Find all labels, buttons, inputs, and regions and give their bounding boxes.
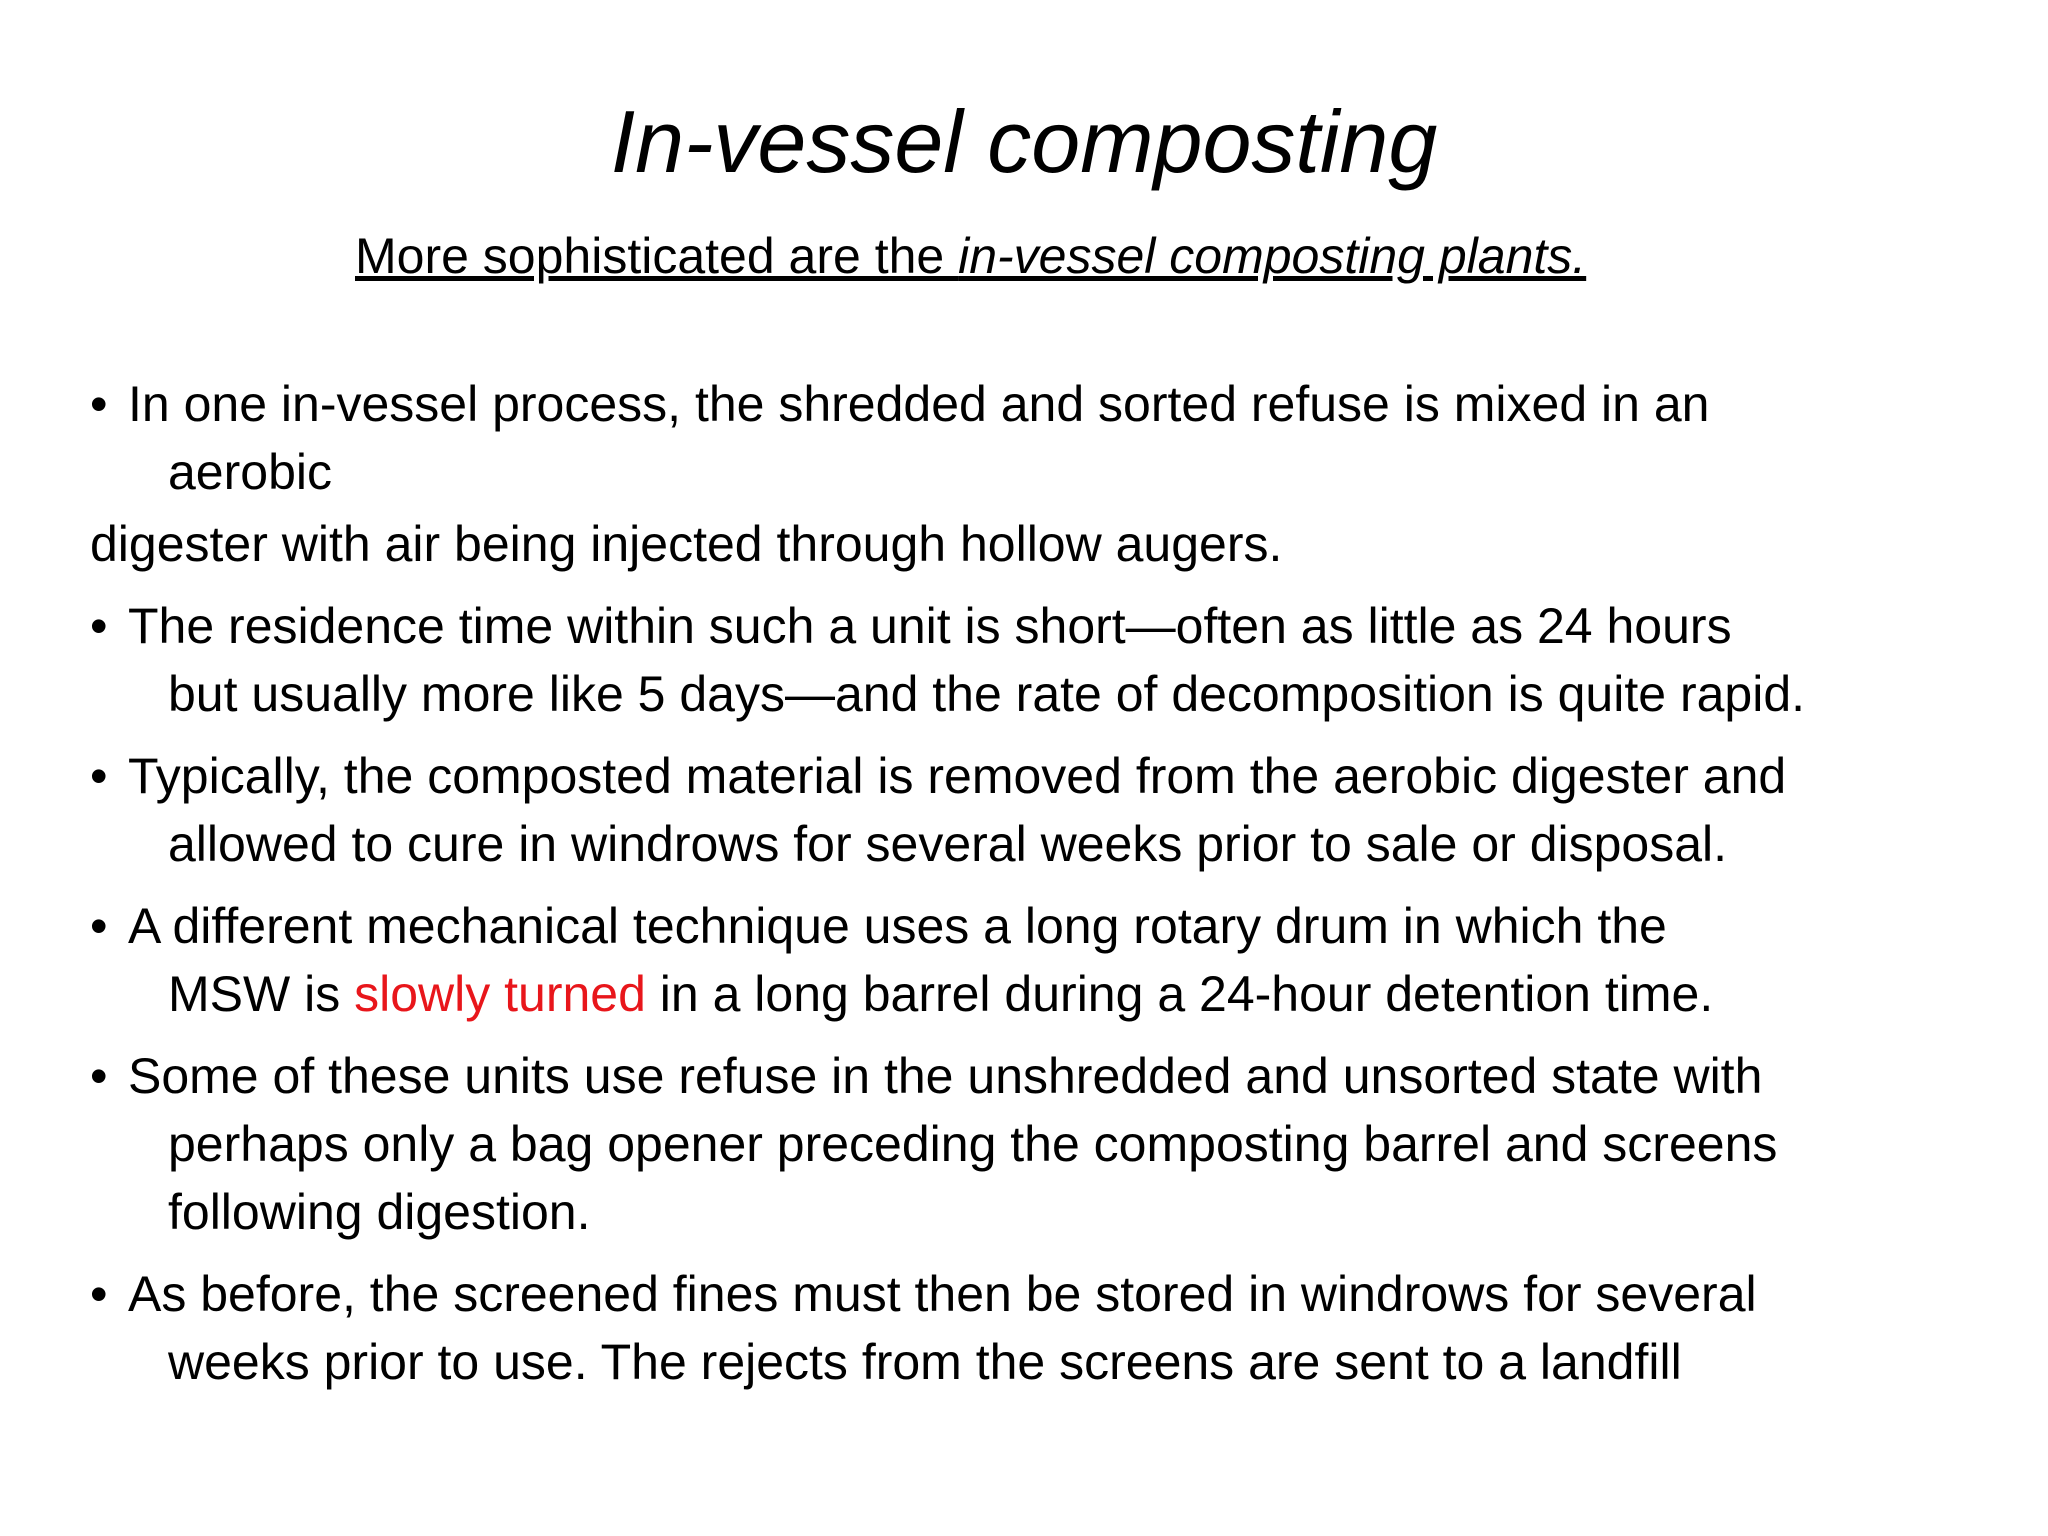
bullet-marker: • [90,376,108,432]
bullet-1-line-2: aerobic [168,444,332,500]
subtitle-italic-text: in-vessel composting plants. [958,228,1587,284]
bullet-2-line-1: The residence time within such a unit is short—often as little as 24 hours [128,598,1732,654]
bullet-4-line-1: A different mechanical technique uses a long rotary drum in which the [128,898,1667,954]
bullet-item-1 [90,370,2010,506]
bullet-3-line-2: allowed to cure in windrows for several weeks prior to sale or disposal. [168,816,1728,872]
highlighted-phrase: slowly turned [354,966,646,1022]
bullet-5-line-2: perhaps only a bag opener preceding the composting barrel and screens [168,1116,1778,1172]
bullet-2-line-2: but usually more like 5 days—and the rate of decomposition is quite rapid. [168,666,1806,722]
bullet-6-line-2: weeks prior to use. The rejects from the screens are sent to a landfill [168,1334,1682,1390]
bullet-item-6 [90,1260,2010,1396]
bullet-5-line-1: Some of these units use refuse in the unshredded and unsorted state with [128,1048,1763,1104]
bullet-4-line-2-start: MSW is [168,966,355,1022]
bullet-4-line-2 [168,960,2010,1028]
bullet-4-line-2-end: in a long barrel during a 24-hour detention time. [645,966,1714,1022]
bullet-1-line-1: In one in-vessel process, the shredded and sorted refuse is mixed in an [128,376,1710,432]
bullet-5-line-3: following digestion. [168,1184,591,1240]
bullet-item-5 [90,1042,2010,1246]
subtitle-text: More sophisticated are the [355,228,959,284]
bullet-item-4 [90,892,2010,1028]
bullet-marker: • [90,898,108,954]
bullet-marker: • [90,598,108,654]
bullet-item-2 [90,592,2010,728]
slide-subtitle [355,226,1586,286]
bullet-item-3 [90,742,2010,878]
bullet-marker: • [90,1048,108,1104]
bullet-marker: • [90,1266,108,1322]
slide-body [90,370,2010,1410]
continuation-line: digester with air being injected through hollow augers. [90,516,1283,572]
bullet-marker: • [90,748,108,804]
slide-title: In-vessel composting [610,92,1438,191]
bullet-6-line-1: As before, the screened fines must then be stored in windrows for several [128,1266,1757,1322]
bullet-3-line-1: Typically, the composted material is removed from the aerobic digester and [128,748,1787,804]
